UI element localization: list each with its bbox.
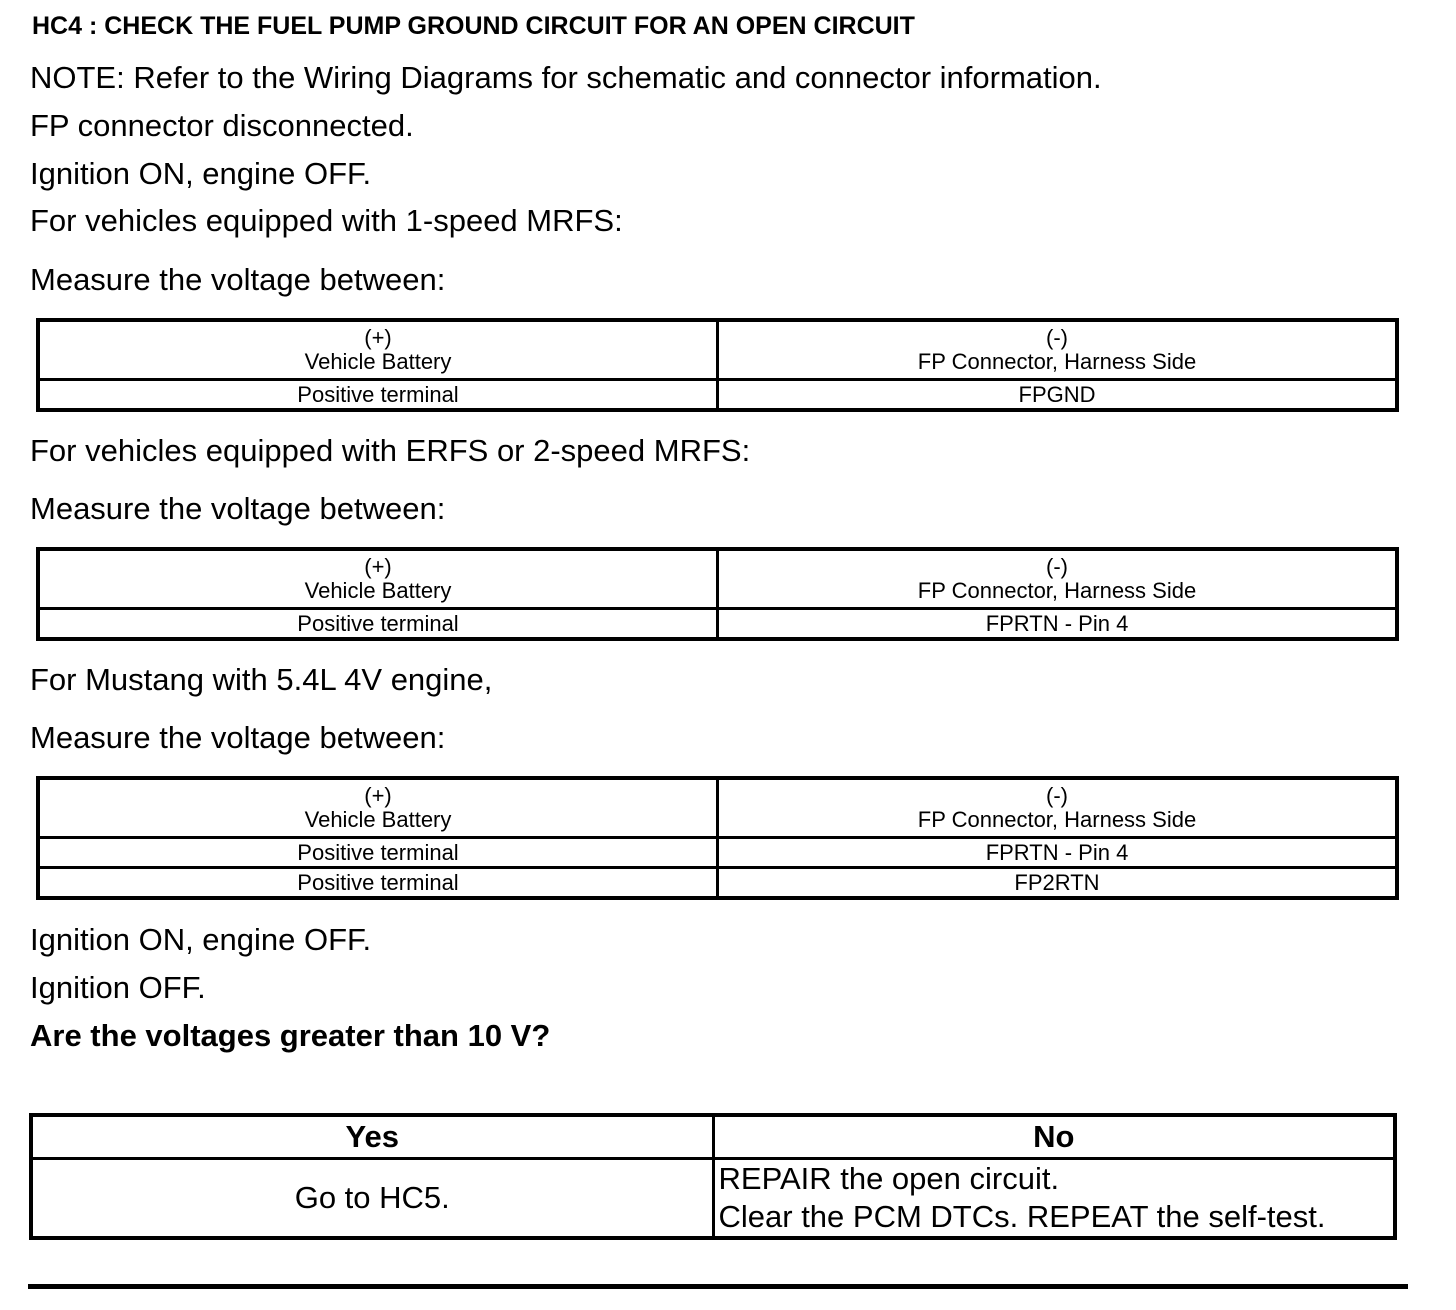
instruction-ignition-off: Ignition OFF. [30,970,206,1005]
header-negative [718,549,1398,609]
instruction-ignition: Ignition ON, engine OFF. [30,156,372,191]
cell-negative: FPGND [718,380,1398,411]
no-action [713,1159,1395,1239]
yes-header: Yes [31,1115,713,1159]
positive-sign: (+) [364,325,392,350]
header-positive [38,320,718,380]
cell-negative: FPRTN - Pin 4 [718,838,1398,868]
measure-label-2: Measure the voltage between: [30,491,446,526]
note-text: NOTE: Refer to the Wiring Diagrams for schematic and connector information. [30,60,1102,95]
positive-label: Vehicle Battery [304,578,452,603]
no-action-line-1: REPAIR the open circuit. [718,1161,1060,1196]
yes-action: Go to HC5. [31,1159,713,1239]
measurement-table-2 [36,547,1399,641]
header-positive [38,778,718,838]
vehicle-condition-3: For Mustang with 5.4L 4V engine, [30,662,493,697]
positive-label: Vehicle Battery [304,807,452,832]
negative-sign: (-) [1046,554,1068,579]
positive-sign: (+) [364,783,392,808]
cell-positive: Positive terminal [38,609,718,640]
measure-label-3: Measure the voltage between: [30,720,446,755]
negative-sign: (-) [1046,783,1068,808]
table-row [38,868,1397,899]
no-header: No [713,1115,1395,1159]
vehicle-condition-2: For vehicles equipped with ERFS or 2-speed MRFS: [30,433,751,468]
table-row [38,609,1397,640]
positive-label: Vehicle Battery [304,349,452,374]
negative-label: FP Connector, Harness Side [917,578,1197,603]
bottom-divider [28,1284,1408,1289]
vehicle-condition-1: For vehicles equipped with 1-speed MRFS: [30,203,623,238]
table-row [38,380,1397,411]
cell-positive: Positive terminal [38,380,718,411]
step-title: HC4 : CHECK THE FUEL PUMP GROUND CIRCUIT FOR AN OPEN CIRCUIT [32,12,915,40]
result-table [29,1113,1397,1240]
no-action-line-2: Clear the PCM DTCs. REPEAT the self-test. [718,1199,1326,1234]
cell-positive: Positive terminal [38,868,718,899]
instruction-ignition-on: Ignition ON, engine OFF. [30,922,372,957]
instruction-connector: FP connector disconnected. [30,108,414,143]
negative-label: FP Connector, Harness Side [917,807,1197,832]
measurement-table-3 [36,776,1399,900]
header-positive [38,549,718,609]
question-text: Are the voltages greater than 10 V? [30,1018,551,1053]
measurement-table-1 [36,318,1399,412]
negative-sign: (-) [1046,325,1068,350]
cell-positive: Positive terminal [38,838,718,868]
negative-label: FP Connector, Harness Side [917,349,1197,374]
cell-negative: FPRTN - Pin 4 [718,609,1398,640]
cell-negative: FP2RTN [718,868,1398,899]
table-row [38,838,1397,868]
measure-label-1: Measure the voltage between: [30,262,446,297]
header-negative [718,778,1398,838]
positive-sign: (+) [364,554,392,579]
header-negative [718,320,1398,380]
